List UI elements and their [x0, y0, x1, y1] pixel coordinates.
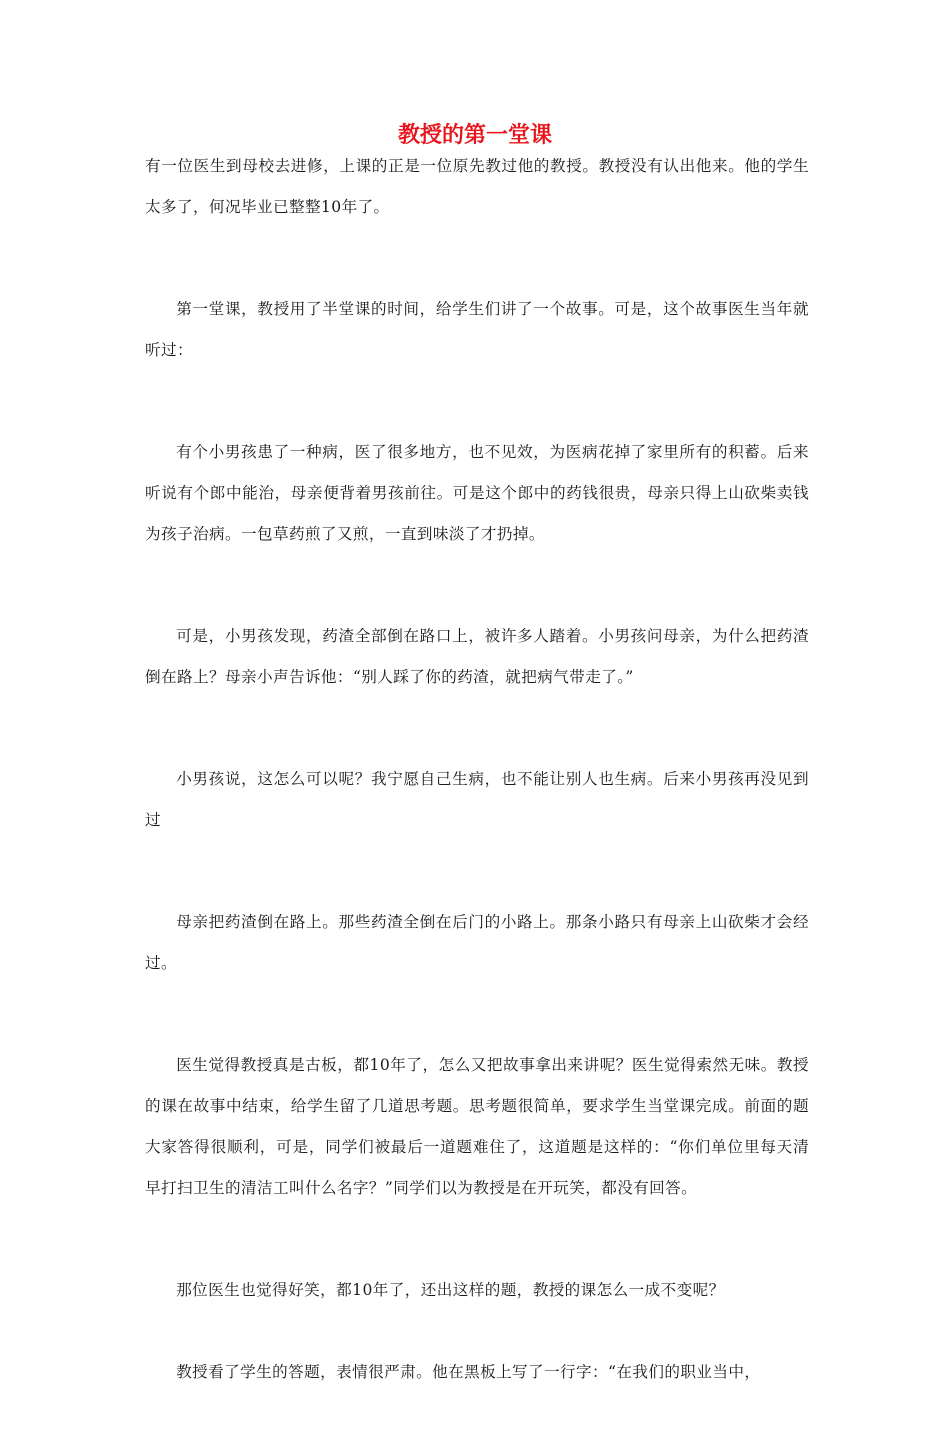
- paragraph: 第一堂课，教授用了半堂课的时间，给学生们讲了一个故事。可是，这个故事医生当年就听过：: [145, 300, 809, 359]
- document-body: [145, 146, 809, 1454]
- paragraph: 教授看了学生的答题，表情很严肃。他在黑板上写了一行字：“在我们的职业当中，: [176, 1363, 761, 1381]
- document-title: 教授的第一堂课: [397, 122, 552, 148]
- paragraph: 母亲把药渣倒在路上。那些药渣全倒在后门的小路上。那条小路只有母亲上山砍柴才会经过。: [145, 913, 809, 972]
- paragraph: 小男孩说，这怎么可以呢？我宁愿自己生病，也不能让别人也生病。后来小男孩再没见到过: [145, 770, 809, 829]
- paragraph: 医生觉得教授真是古板，都10年了，怎么又把故事拿出来讲呢？医生觉得索然无味。教授的课在故事中结束，给学生留了几道思考题。思考题很简单，要求学生当堂课完成。前面的题大家答得很顺利，可是，同学们被最后一道题难住了，这道题是这样的：“你们单位里每天清早打扫卫生的清洁工叫什么名字？”同学们以为教授是在开玩笑，都没有回答。: [145, 1056, 809, 1197]
- paragraph: 可是，小男孩发现，药渣全部倒在路口上，被许多人踏着。小男孩问母亲，为什么把药渣倒在路上？母亲小声告诉他：“别人踩了你的药渣，就把病气带走了。”: [145, 627, 809, 686]
- paragraph: 有个小男孩患了一种病，医了很多地方，也不见效，为医病花掉了家里所有的积蓄。后来听说有个郎中能治，母亲便背着男孩前往。可是这个郎中的药钱很贵，母亲只得上山砍柴卖钱为孩子治病。一包草药煎了又煎，一直到味淡了才扔掉。: [145, 443, 809, 543]
- paragraph: 有一位医生到母校去进修，上课的正是一位原先教过他的教授。教授没有认出他来。他的学生太多了，何况毕业已整整10年了。: [145, 157, 809, 216]
- paragraph: 那位医生也觉得好笑，都10年了，还出这样的题，教授的课怎么一成不变呢？: [176, 1281, 725, 1299]
